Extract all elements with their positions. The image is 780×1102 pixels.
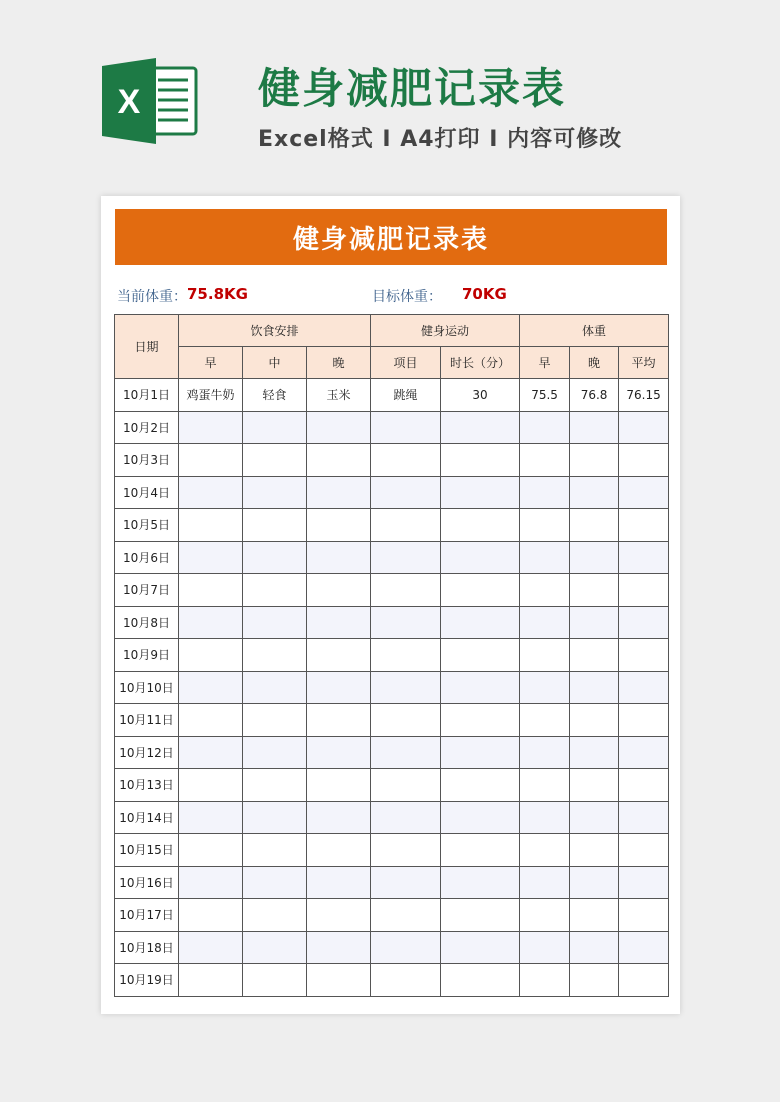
- date-cell: 10月5日: [115, 509, 179, 542]
- date-cell: 10月7日: [115, 574, 179, 607]
- fitness-log-table: [114, 314, 669, 997]
- morning-weight-cell[interactable]: [520, 736, 570, 769]
- breakfast-cell[interactable]: [179, 834, 243, 867]
- exercise-item-cell[interactable]: [371, 834, 441, 867]
- breakfast-cell[interactable]: [179, 736, 243, 769]
- breakfast-cell[interactable]: [179, 899, 243, 932]
- exercise-item-cell[interactable]: [371, 801, 441, 834]
- exercise-item-cell[interactable]: [371, 866, 441, 899]
- date-cell: 10月3日: [115, 444, 179, 477]
- lunch-cell[interactable]: [243, 931, 307, 964]
- morning-weight-cell[interactable]: [520, 411, 570, 444]
- date-cell: 10月17日: [115, 899, 179, 932]
- average-weight-cell[interactable]: [619, 639, 669, 672]
- exercise-item-header: 项目: [371, 347, 441, 379]
- average-weight-cell[interactable]: [619, 834, 669, 867]
- duration-cell[interactable]: [441, 964, 520, 997]
- average-weight-cell[interactable]: [619, 931, 669, 964]
- average-weight-cell[interactable]: [619, 606, 669, 639]
- duration-cell[interactable]: [441, 639, 520, 672]
- table-row: [115, 574, 669, 607]
- table-row: [115, 931, 669, 964]
- evening-weight-cell[interactable]: [570, 964, 619, 997]
- average-weight-cell[interactable]: [619, 411, 669, 444]
- page-header: [0, 0, 780, 190]
- date-cell: 10月10日: [115, 671, 179, 704]
- dinner-cell[interactable]: [307, 411, 371, 444]
- average-weight-cell[interactable]: [619, 704, 669, 737]
- duration-cell[interactable]: [441, 606, 520, 639]
- table-row: [115, 899, 669, 932]
- dinner-cell[interactable]: [307, 509, 371, 542]
- table-row: [115, 411, 669, 444]
- target-weight-value[interactable]: 70KG: [462, 285, 507, 303]
- page-subtitle: Excel格式 I A4打印 I 内容可修改: [258, 127, 623, 152]
- table-row: [115, 834, 669, 867]
- average-weight-cell[interactable]: [619, 866, 669, 899]
- evening-weight-cell[interactable]: [570, 476, 619, 509]
- date-cell: 10月12日: [115, 736, 179, 769]
- dinner-cell[interactable]: [307, 444, 371, 477]
- lunch-cell[interactable]: [243, 671, 307, 704]
- duration-cell[interactable]: [441, 801, 520, 834]
- exercise-item-cell[interactable]: [371, 476, 441, 509]
- record-sheet: [101, 196, 680, 1014]
- average-weight-cell[interactable]: [619, 964, 669, 997]
- table-row: [115, 444, 669, 477]
- table-row: [115, 606, 669, 639]
- evening-weight-cell[interactable]: [570, 801, 619, 834]
- morning-weight-cell[interactable]: [520, 509, 570, 542]
- exercise-item-cell[interactable]: [371, 736, 441, 769]
- breakfast-cell[interactable]: [179, 639, 243, 672]
- lunch-cell[interactable]: [243, 866, 307, 899]
- morning-weight-cell[interactable]: [520, 671, 570, 704]
- exercise-item-cell[interactable]: [371, 509, 441, 542]
- table-row: [115, 509, 669, 542]
- header-row-groups: [115, 315, 669, 347]
- exercise-item-cell[interactable]: [371, 606, 441, 639]
- date-cell: 10月1日: [115, 379, 179, 412]
- morning-weight-cell[interactable]: [520, 541, 570, 574]
- breakfast-cell[interactable]: [179, 541, 243, 574]
- dinner-cell[interactable]: [307, 671, 371, 704]
- average-weight-cell[interactable]: [619, 444, 669, 477]
- target-weight-label: 目标体重：: [372, 289, 442, 305]
- duration-cell[interactable]: [441, 509, 520, 542]
- lunch-cell[interactable]: [243, 736, 307, 769]
- average-weight-cell[interactable]: [619, 476, 669, 509]
- evening-weight-cell[interactable]: [570, 931, 619, 964]
- weight-summary: [115, 284, 667, 306]
- exercise-item-cell[interactable]: [371, 899, 441, 932]
- duration-cell[interactable]: [441, 411, 520, 444]
- duration-cell[interactable]: [441, 574, 520, 607]
- evening-weight-cell[interactable]: [570, 769, 619, 802]
- dinner-cell[interactable]: [307, 704, 371, 737]
- average-weight-header: 平均: [619, 347, 669, 379]
- sheet-title-bar: 健身减肥记录表: [115, 209, 667, 265]
- date-cell: 10月4日: [115, 476, 179, 509]
- duration-cell[interactable]: [441, 834, 520, 867]
- table-row: [115, 541, 669, 574]
- duration-cell[interactable]: [441, 541, 520, 574]
- date-cell: 10月13日: [115, 769, 179, 802]
- exercise-item-cell[interactable]: [371, 671, 441, 704]
- duration-cell[interactable]: [441, 671, 520, 704]
- logo-letter: X: [117, 83, 141, 121]
- date-cell: 10月2日: [115, 411, 179, 444]
- duration-cell[interactable]: [441, 931, 520, 964]
- breakfast-cell[interactable]: [179, 671, 243, 704]
- breakfast-cell[interactable]: [179, 476, 243, 509]
- exercise-group-header: 健身运动: [371, 315, 520, 347]
- dinner-cell[interactable]: [307, 769, 371, 802]
- dinner-cell[interactable]: [307, 736, 371, 769]
- evening-weight-cell[interactable]: [570, 834, 619, 867]
- current-weight-label: 当前体重：: [117, 289, 187, 305]
- dinner-cell[interactable]: [307, 866, 371, 899]
- exercise-item-cell[interactable]: [371, 574, 441, 607]
- dinner-cell[interactable]: [307, 574, 371, 607]
- duration-cell[interactable]: [441, 899, 520, 932]
- dinner-cell[interactable]: [307, 541, 371, 574]
- date-cell: 10月15日: [115, 834, 179, 867]
- morning-weight-cell[interactable]: [520, 964, 570, 997]
- table-row: [115, 379, 669, 412]
- table-row: [115, 801, 669, 834]
- breakfast-cell[interactable]: [179, 704, 243, 737]
- date-header: 日期: [115, 315, 179, 379]
- table-row: [115, 476, 669, 509]
- dinner-cell[interactable]: [307, 639, 371, 672]
- lunch-cell[interactable]: [243, 639, 307, 672]
- exercise-item-cell[interactable]: 跳绳: [371, 379, 441, 412]
- lunch-cell[interactable]: 轻食: [243, 379, 307, 412]
- exercise-item-cell[interactable]: [371, 411, 441, 444]
- evening-weight-cell[interactable]: [570, 444, 619, 477]
- morning-weight-cell[interactable]: [520, 769, 570, 802]
- evening-weight-cell[interactable]: [570, 704, 619, 737]
- date-cell: 10月19日: [115, 964, 179, 997]
- morning-weight-cell[interactable]: 75.5: [520, 379, 570, 412]
- lunch-cell[interactable]: [243, 704, 307, 737]
- lunch-cell[interactable]: [243, 834, 307, 867]
- table-row: [115, 671, 669, 704]
- exercise-item-cell[interactable]: [371, 769, 441, 802]
- lunch-cell[interactable]: [243, 509, 307, 542]
- dinner-header: 晚: [307, 347, 371, 379]
- breakfast-cell[interactable]: [179, 574, 243, 607]
- exercise-item-cell[interactable]: [371, 639, 441, 672]
- lunch-cell[interactable]: [243, 476, 307, 509]
- morning-weight-cell[interactable]: [520, 606, 570, 639]
- duration-cell[interactable]: [441, 736, 520, 769]
- dinner-cell[interactable]: [307, 606, 371, 639]
- breakfast-header: 早: [179, 347, 243, 379]
- table-row: [115, 639, 669, 672]
- morning-weight-cell[interactable]: [520, 801, 570, 834]
- exercise-item-cell[interactable]: [371, 931, 441, 964]
- morning-weight-cell[interactable]: [520, 476, 570, 509]
- morning-weight-cell[interactable]: [520, 834, 570, 867]
- lunch-cell[interactable]: [243, 444, 307, 477]
- average-weight-cell[interactable]: [619, 541, 669, 574]
- duration-cell[interactable]: [441, 444, 520, 477]
- lunch-cell[interactable]: [243, 574, 307, 607]
- breakfast-cell[interactable]: [179, 411, 243, 444]
- evening-weight-cell[interactable]: [570, 574, 619, 607]
- dinner-cell[interactable]: [307, 964, 371, 997]
- date-cell: 10月18日: [115, 931, 179, 964]
- evening-weight-cell[interactable]: [570, 899, 619, 932]
- table-row: [115, 964, 669, 997]
- breakfast-cell[interactable]: [179, 964, 243, 997]
- excel-logo-icon: [102, 58, 198, 144]
- dinner-cell[interactable]: [307, 834, 371, 867]
- table-row: [115, 736, 669, 769]
- duration-cell[interactable]: [441, 704, 520, 737]
- average-weight-cell[interactable]: [619, 671, 669, 704]
- morning-weight-header: 早: [520, 347, 570, 379]
- evening-weight-cell[interactable]: [570, 411, 619, 444]
- breakfast-cell[interactable]: 鸡蛋牛奶: [179, 379, 243, 412]
- dinner-cell[interactable]: [307, 931, 371, 964]
- morning-weight-cell[interactable]: [520, 444, 570, 477]
- average-weight-cell[interactable]: [619, 736, 669, 769]
- lunch-cell[interactable]: [243, 801, 307, 834]
- evening-weight-cell[interactable]: [570, 509, 619, 542]
- duration-cell[interactable]: [441, 769, 520, 802]
- evening-weight-cell[interactable]: [570, 736, 619, 769]
- date-cell: 10月14日: [115, 801, 179, 834]
- breakfast-cell[interactable]: [179, 801, 243, 834]
- evening-weight-cell[interactable]: 76.8: [570, 379, 619, 412]
- lunch-cell[interactable]: [243, 899, 307, 932]
- exercise-item-cell[interactable]: [371, 964, 441, 997]
- morning-weight-cell[interactable]: [520, 574, 570, 607]
- duration-header: 时长（分）: [441, 347, 520, 379]
- lunch-cell[interactable]: [243, 606, 307, 639]
- breakfast-cell[interactable]: [179, 606, 243, 639]
- lunch-cell[interactable]: [243, 411, 307, 444]
- exercise-item-cell[interactable]: [371, 541, 441, 574]
- page-title: 健身减肥记录表: [258, 64, 567, 113]
- exercise-item-cell[interactable]: [371, 444, 441, 477]
- breakfast-cell[interactable]: [179, 509, 243, 542]
- date-cell: 10月11日: [115, 704, 179, 737]
- breakfast-cell[interactable]: [179, 866, 243, 899]
- evening-weight-cell[interactable]: [570, 671, 619, 704]
- morning-weight-cell[interactable]: [520, 899, 570, 932]
- header-row-sub: [115, 347, 669, 379]
- diet-group-header: 饮食安排: [179, 315, 371, 347]
- morning-weight-cell[interactable]: [520, 639, 570, 672]
- evening-weight-cell[interactable]: [570, 541, 619, 574]
- average-weight-cell[interactable]: [619, 509, 669, 542]
- dinner-cell[interactable]: [307, 801, 371, 834]
- lunch-cell[interactable]: [243, 769, 307, 802]
- average-weight-cell[interactable]: [619, 769, 669, 802]
- duration-cell[interactable]: [441, 476, 520, 509]
- weight-group-header: 体重: [520, 315, 669, 347]
- duration-cell[interactable]: 30: [441, 379, 520, 412]
- dinner-cell[interactable]: 玉米: [307, 379, 371, 412]
- breakfast-cell[interactable]: [179, 444, 243, 477]
- average-weight-cell[interactable]: [619, 574, 669, 607]
- morning-weight-cell[interactable]: [520, 931, 570, 964]
- table-row: [115, 769, 669, 802]
- lunch-cell[interactable]: [243, 964, 307, 997]
- exercise-item-cell[interactable]: [371, 704, 441, 737]
- lunch-header: 中: [243, 347, 307, 379]
- evening-weight-cell[interactable]: [570, 606, 619, 639]
- date-cell: 10月16日: [115, 866, 179, 899]
- average-weight-cell[interactable]: [619, 801, 669, 834]
- date-cell: 10月9日: [115, 639, 179, 672]
- current-weight-value[interactable]: 75.8KG: [187, 285, 248, 303]
- evening-weight-cell[interactable]: [570, 639, 619, 672]
- breakfast-cell[interactable]: [179, 931, 243, 964]
- dinner-cell[interactable]: [307, 476, 371, 509]
- average-weight-cell[interactable]: 76.15: [619, 379, 669, 412]
- lunch-cell[interactable]: [243, 541, 307, 574]
- table-row: [115, 704, 669, 737]
- table-row: [115, 866, 669, 899]
- average-weight-cell[interactable]: [619, 899, 669, 932]
- breakfast-cell[interactable]: [179, 769, 243, 802]
- date-cell: 10月6日: [115, 541, 179, 574]
- evening-weight-cell[interactable]: [570, 866, 619, 899]
- evening-weight-header: 晚: [570, 347, 619, 379]
- morning-weight-cell[interactable]: [520, 866, 570, 899]
- date-cell: 10月8日: [115, 606, 179, 639]
- duration-cell[interactable]: [441, 866, 520, 899]
- morning-weight-cell[interactable]: [520, 704, 570, 737]
- dinner-cell[interactable]: [307, 899, 371, 932]
